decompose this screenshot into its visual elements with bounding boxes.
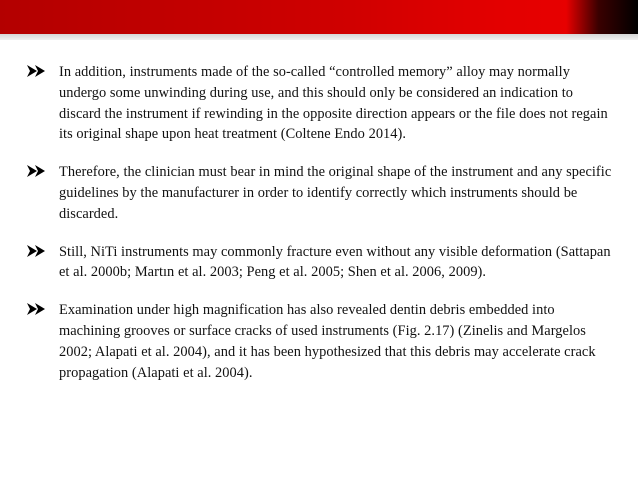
arrow-bullet-icon bbox=[26, 64, 48, 78]
bullet-item bbox=[24, 242, 614, 284]
arrow-bullet-icon bbox=[26, 244, 48, 258]
arrow-bullet-icon bbox=[26, 164, 48, 178]
header-shadow-strip bbox=[0, 34, 638, 40]
bullet-text: In addition, instruments made of the so-called “controlled memory” alloy may normally undergo some unwinding during use, and this should only be considered an indication to discard the instrument if rewinding in the opposite direction appears or the file does not regain its original shape upon heat treatment (Coltene Endo 2014). bbox=[59, 64, 608, 143]
bullet-item bbox=[24, 62, 614, 145]
slide-body bbox=[24, 62, 614, 400]
header-red-band bbox=[0, 0, 638, 34]
bullet-text: Examination under high magnification has also revealed dentin debris embedded into machining grooves or surface cracks of used instruments (Fig. 2.17) (Zinelis and Margelos 2002; Alapati et al. 2004), and it has been hypothesized that this debris may accelerate crack propagation (Alapati et al. 2004). bbox=[59, 302, 596, 381]
bullet-item bbox=[24, 300, 614, 383]
bullet-text: Therefore, the clinician must bear in mind the original shape of the instrument and any specific guidelines by the manufacturer in order to identify correctly which instruments should be discarded. bbox=[59, 164, 612, 222]
bullet-item bbox=[24, 162, 614, 224]
header-band bbox=[0, 0, 638, 46]
bullet-text: Still, NiTi instruments may commonly fracture even without any visible deformation (Sattapan et al. 2000b; Martın et al. 2003; Peng et al. 2005; Shen et al. 2006, 2009). bbox=[59, 243, 611, 281]
arrow-bullet-icon bbox=[26, 302, 48, 316]
header-dark-corner bbox=[566, 0, 638, 34]
